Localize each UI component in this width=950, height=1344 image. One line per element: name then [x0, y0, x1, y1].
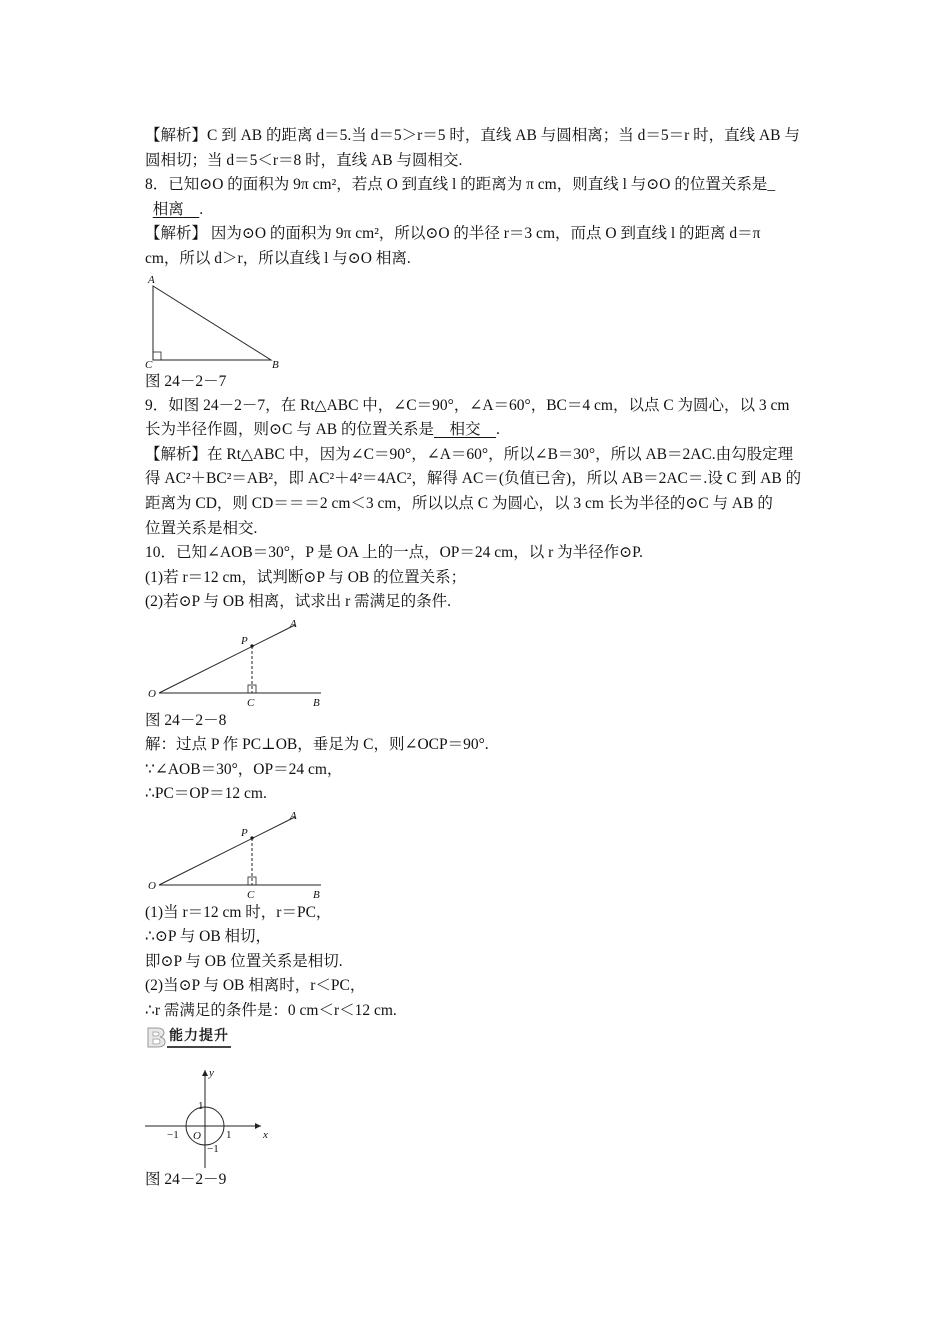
question-9-line-2: 长为半径作圆，则⊙C 与 AB 的位置关系是 相交 . — [145, 421, 500, 439]
solution-part-2-line-1: (2)当⊙P 与 OB 相离时，r＜PC， — [145, 977, 366, 995]
figure-24-2-8-repeat — [145, 809, 335, 901]
fig8b-label-a: A — [290, 809, 297, 822]
solution-part-1-line-1: (1)当 r＝12 cm 时，r＝PC， — [145, 903, 332, 921]
solution-line-3: ∴PC＝OP＝12 cm. — [145, 785, 267, 803]
question-10-part-1: (1)若 r＝12 cm，试判断⊙P 与 OB 的位置关系； — [145, 568, 467, 586]
fig9-tick-neg1-bottom: −1 — [207, 1142, 219, 1155]
fig9-tick-neg1-left: −1 — [167, 1128, 179, 1141]
document-page — [145, 124, 810, 1192]
question-10-line: 10．已知∠AOB＝30°，P 是 OA 上的一点，OP＝24 cm，以 r 为半径作⊙P. — [145, 544, 643, 562]
section-badge — [145, 1024, 810, 1050]
figure-9-caption: 图 24－2－9 — [145, 1170, 227, 1188]
fig8b-label-p: P — [241, 826, 248, 839]
figure-24-2-8 — [145, 617, 335, 709]
analysis-9-line-2: 得 AC²＋BC²＝AB²，即 AC²＋4²＝4AC²，解得 AC＝(负值已舍)，所以 AB＝2AC＝.设 C 到 AB 的 — [145, 470, 802, 488]
question-8-line: 8．已知⊙O 的面积为 9π cm²，若点 O 到直线 l 的距离为 π cm，则直线 l 与⊙O 的位置关系是_ — [145, 176, 776, 194]
analysis-8-line-2: cm，所以 d＞r，所以直线 l 与⊙O 相离. — [145, 249, 411, 267]
fig8-label-b: B — [313, 696, 320, 709]
question-8-answer-line: 相离 . — [152, 200, 204, 218]
analysis-line-1: 【解析】C 到 AB 的距离 d＝5.当 d＝5＞r＝5 时，直线 AB 与圆相离；当 d＝5＝r 时，直线 AB 与 — [145, 127, 800, 144]
fig9-label-o: O — [193, 1129, 201, 1142]
fig8-label-c: C — [247, 696, 255, 709]
question-9-line-1: 9．如图 24－2－7，在 Rt△ABC 中，∠C＝90°，∠A＝60°，BC＝4 cm，以点 C 为圆心，以 3 cm — [145, 396, 790, 414]
fig9-label-x: x — [263, 1128, 268, 1141]
analysis-line-2: 圆相切；当 d＝5＜r＝8 时，直线 AB 与圆相交. — [145, 151, 463, 169]
solution-part-2-line-2: ∴r 需满足的条件是：0 cm＜r＜12 cm. — [145, 1002, 397, 1020]
fig8-label-o: O — [148, 687, 156, 700]
figure-24-2-7 — [145, 274, 285, 370]
solution-part-1-line-2: ∴⊙P 与 OB 相切， — [145, 928, 272, 946]
fig9-tick-1-top: 1 — [198, 1099, 204, 1112]
figure-24-2-9 — [145, 1064, 275, 1168]
analysis-8-line-1: 【解析】 因为⊙O 的面积为 9π cm²，所以⊙O 的半径 r＝3 cm，而点 O 到直线 l 的距离 d＝π — [145, 225, 761, 243]
fig7-label-a: A — [148, 273, 155, 286]
fig8b-label-c: C — [247, 888, 255, 901]
question-8-answer: 相离 — [152, 200, 184, 218]
fig8b-label-o: O — [148, 879, 156, 892]
section-badge-label: 能力提升 — [167, 1025, 231, 1048]
fig8b-label-b: B — [313, 888, 320, 901]
solution-line-2: ∵∠AOB＝30°，OP＝24 cm， — [145, 760, 343, 778]
analysis-9-line-4: 位置关系是相交. — [145, 519, 258, 537]
fig9-label-y: y — [209, 1066, 214, 1079]
fig8-label-p: P — [241, 634, 248, 647]
question-9-answer: 相交 — [449, 421, 481, 439]
figure-8-caption: 图 24－2－8 — [145, 711, 227, 729]
question-10-part-2: (2)若⊙P 与 OB 相离，试求出 r 需满足的条件. — [145, 593, 452, 611]
analysis-9-line-1: 【解析】在 Rt△ABC 中，因为∠C＝90°，∠A＝60°，所以∠B＝30°，所以 AB＝2AC.由勾股定理 — [145, 445, 794, 463]
analysis-9-line-3: 距离为 CD，则 CD＝＝＝2 cm＜3 cm，所以以点 C 为圆心，以 3 cm 长为半径的⊙C 与 AB 的 — [145, 494, 773, 512]
b-letter-icon — [145, 1026, 167, 1048]
fig7-label-c: C — [145, 358, 153, 370]
fig7-label-b: B — [272, 358, 279, 370]
fig9-tick-1-right: 1 — [226, 1128, 232, 1141]
solution-line-1: 解：过点 P 作 PC⊥OB，垂足为 C，则∠OCP＝90°. — [145, 735, 489, 753]
figure-7-caption: 图 24－2－7 — [145, 372, 227, 390]
solution-part-1-line-3: 即⊙P 与 OB 位置关系是相切. — [145, 952, 343, 970]
fig8-label-a: A — [290, 617, 297, 630]
